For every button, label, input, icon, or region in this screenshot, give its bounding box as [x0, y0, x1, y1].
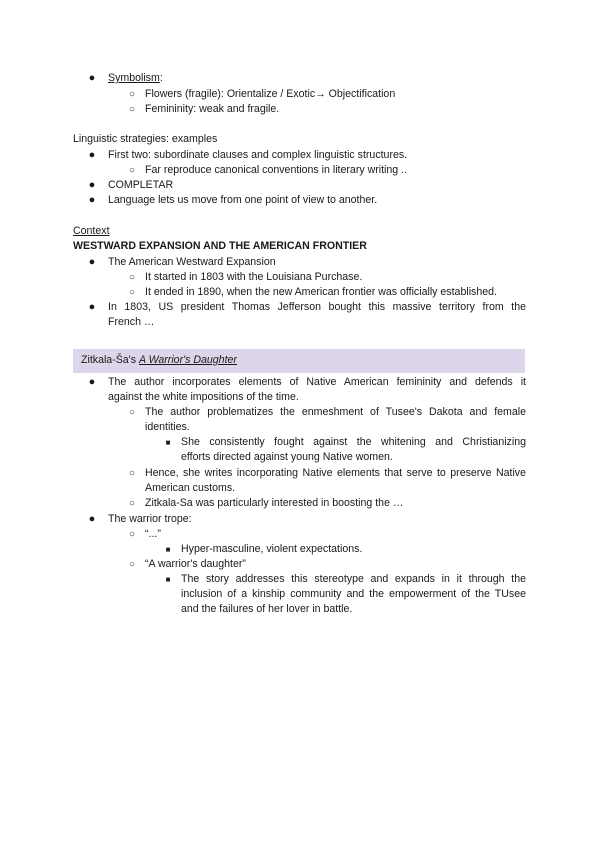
list-item-continuation: French …: [108, 316, 155, 328]
bullet: ●: [88, 194, 96, 206]
list-item-continuation: and the failures of her lover in battle.: [181, 603, 353, 615]
bullet: ■: [165, 545, 171, 554]
list-item: The warrior trope:: [108, 513, 192, 525]
bullet: ○: [128, 559, 136, 570]
list-item: Hence, she writes incorporating Native elements that serve to preserve Native: [145, 467, 526, 479]
list-item: Femininity: weak and fragile.: [145, 103, 280, 115]
list-item: Language lets us move from one point of view to another.: [108, 194, 378, 206]
list-item: Zitkala-Sa was particularly interested in boosting the …: [145, 497, 404, 509]
list-item-continuation: American customs.: [145, 482, 236, 494]
context-title: WESTWARD EXPANSION AND THE AMERICAN FRONTIER: [73, 240, 367, 252]
bullet: ●: [88, 256, 96, 268]
symbolism-heading: Symbolism:: [108, 72, 163, 84]
list-item: Flowers (fragile): Orientalize / Exotic→ Objectification: [145, 88, 396, 100]
bullet: ●: [88, 149, 96, 161]
list-item: The author problematizes the enmeshment of Tusee's Dakota and female: [145, 406, 526, 418]
bullet: ●: [88, 301, 96, 313]
bullet: ●: [88, 376, 96, 388]
list-item: Hyper-masculine, violent expectations.: [181, 543, 363, 555]
bullet: ○: [128, 468, 136, 479]
list-item: In 1803, US president Thomas Jefferson bought this massive territory from the: [108, 301, 526, 313]
bullet: ●: [88, 72, 96, 84]
list-item-continuation: against the white impositions of the time.: [108, 391, 299, 403]
list-item-continuation: inclusion of a kinship community and the empowerment of the TUsee: [181, 588, 526, 600]
bullet: ●: [88, 179, 96, 191]
list-item: She consistently fought against the whitening and Christianizing: [181, 436, 526, 448]
list-item: It ended in 1890, when the new American frontier was officially established.: [145, 286, 497, 298]
list-item: “A warrior's daughter”: [145, 558, 246, 570]
list-item: The story addresses this stereotype and expands in it through the: [181, 573, 526, 585]
list-item: COMPLETAR: [108, 179, 174, 191]
list-item: Far reproduce canonical conventions in literary writing ..: [145, 164, 408, 176]
bullet: ■: [165, 438, 171, 447]
linguistic-heading: Linguistic strategies: examples: [73, 133, 218, 145]
bullet: ■: [165, 575, 171, 584]
context-label: Context: [73, 225, 110, 237]
bullet: ○: [128, 498, 136, 509]
section-heading: Zitkala-Ša's A Warrior's Daughter: [81, 354, 237, 366]
bullet: ○: [128, 272, 136, 283]
list-item: “...”: [145, 528, 161, 540]
list-item-continuation: identities.: [145, 421, 190, 433]
list-item: First two: subordinate clauses and complex linguistic structures.: [108, 149, 408, 161]
list-item: It started in 1803 with the Louisiana Purchase.: [145, 271, 363, 283]
bullet: ○: [128, 529, 136, 540]
bullet: ○: [128, 165, 136, 176]
bullet: ○: [128, 104, 136, 115]
list-item-continuation: efforts directed against young Native women.: [181, 451, 393, 463]
bullet: ○: [128, 287, 136, 298]
bullet: ○: [128, 407, 136, 418]
bullet: ○: [128, 89, 136, 100]
work-title: A Warrior's Daughter: [138, 354, 237, 366]
symbolism-label: Symbolism: [108, 72, 160, 84]
bullet: ●: [88, 513, 96, 525]
list-item: The American Westward Expansion: [108, 256, 276, 268]
list-item: The author incorporates elements of Native American femininity and defends it: [108, 376, 526, 388]
section-heading-bar: [73, 349, 525, 373]
